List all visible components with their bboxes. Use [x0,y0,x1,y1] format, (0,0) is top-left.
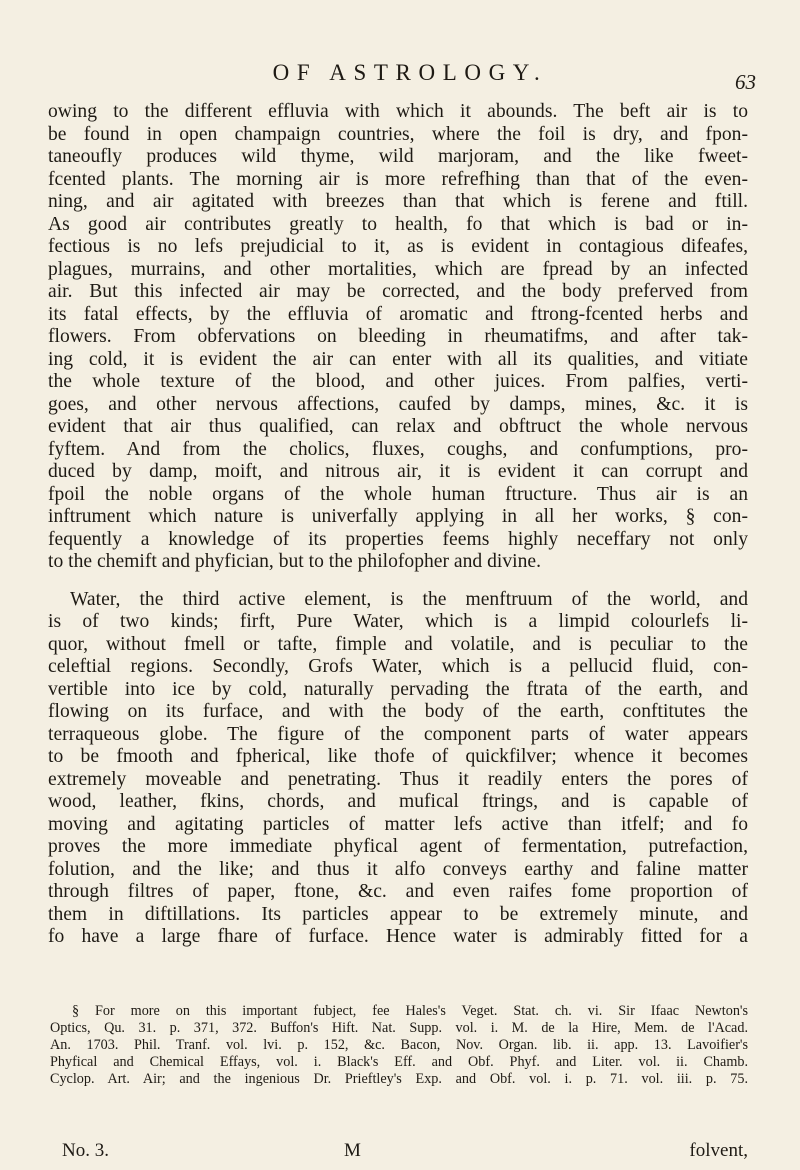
text-line: goes, and other nervous affections, caufed by damps, mines, &c. it is [48,393,748,415]
text-line: be found in open champaign countries, where the foil is dry, and fpon- [48,123,748,145]
text-line: fo have a large fhare of furface. Hence water is admirably fitted for a [48,926,748,947]
text-line: is of two kinds; firft, Pure Water, which is a limpid colourlefs li- [48,611,748,632]
text-line: fectious is no lefs prejudicial to it, as is evident in contagious difeafes, [48,236,748,257]
text-line: fpoil the noble organs of the whole human ftructure. Thus air is an [48,483,748,505]
text-line: evident that air thus qualified, can relax and obftruct the whole nervous [48,416,748,437]
text-line: them in diftillations. Its particles appear to be extremely minute, and [48,903,748,925]
text-line: through filtres of paper, ftone, &c. and even raifes fome proportion of [48,881,748,902]
paragraph-water [48,589,748,949]
body-text [48,101,748,949]
footnote-line: § For more on this important fubject, fee Hales's Veget. Stat. ch. vi. Sir Ifaac Newton's [72,1003,748,1019]
text-line: As good air contributes greatly to health, fo that which is bad or in- [48,213,748,235]
text-line: its fatal effects, by the effluvia of aromatic and ftrong-fcented herbs and [48,303,748,325]
footnote-line: An. 1703. Phil. Tranf. vol. lvi. p. 152, &c. Bacon, Nov. Organ. lib. ii. app. 13. Lavoifier's [50,1036,748,1053]
text-line: Water, the third active element, is the menftruum of the world, and [70,588,748,610]
text-line: the whole texture of the blood, and other juices. From palfies, verti- [48,371,748,392]
text-line: proves the more immediate phyfical agent of fermentation, putrefaction, [48,836,748,857]
text-line: quor, without fmell or tafte, fimple and volatile, and is peculiar to the [48,633,748,655]
signature-letter: M [344,1140,361,1161]
text-line: inftrument which nature is univerfally applying in all her works, § con- [48,506,748,527]
text-line: flowers. From obfervations on bleeding in rheumatifms, and after tak- [48,326,748,347]
text-line: flowing on its furface, and with the body of the earth, conftitutes the [48,701,748,722]
text-line: fyftem. And from the cholics, fluxes, coughs, and confumptions, pro- [48,438,748,460]
text-line: wood, leather, fkins, chords, and mufical ftrings, and is capable of [48,791,748,812]
text-line: moving and agitating particles of matter lefs active than itfelf; and fo [48,813,748,835]
paragraph-air [48,101,748,574]
text-line: fequently a knowledge of its properties feems highly neceffary not only [48,528,748,550]
text-line: ing cold, it is evident the air can enter with all its qualities, and vitiate [48,348,748,370]
text-line: ning, and air agitated with breezes than that which is ferene and ftill. [48,191,748,212]
text-line: air. But this infected air may be corrected, and the body preferved from [48,281,748,302]
text-line: to be fmooth and fpherical, like thofe of quickfilver; whence it becomes [48,746,748,767]
text-line: to the chemift and phyfician, but to the philofopher and divine. [48,551,541,572]
signature-number: No. 3. [62,1140,109,1161]
footnote-line: Phyfical and Chemical Effays, vol. i. Black's Eff. and Obf. Phyf. and Liter. vol. ii. Chamb. [50,1053,748,1070]
text-line: taneoufly produces wild thyme, wild marjoram, and the like fweet- [48,146,748,167]
text-line: vertible into ice by cold, naturally pervading the ftrata of the earth, and [48,678,748,700]
footnote [50,1003,748,1087]
text-line: fcented plants. The morning air is more refrefhing than that of the even- [48,168,748,190]
text-line: terraqueous globe. The figure of the component parts of water appears [48,723,748,745]
text-line: extremely moveable and penetrating. Thus it readily enters the pores of [48,768,748,790]
footnote-line: Optics, Qu. 31. p. 371, 372. Buffon's Hift. Nat. Supp. vol. i. M. de la Hire, Mem. de l'Acad. [50,1019,748,1036]
text-line: plagues, murrains, and other mortalities, which are fpread by an infected [48,258,748,280]
page-footer [62,1140,748,1164]
text-line: folution, and the like; and thus it alfo conveys earthy and faline matter [48,858,748,880]
text-line: celeftial regions. Secondly, Grofs Water, which is a pellucid fluid, con- [48,656,748,677]
paragraph-spacer [48,574,748,589]
text-line: owing to the different effluvia with which it abounds. The beft air is to [48,101,748,122]
footnote-line: Cyclop. Art. Air; and the ingenious Dr. Prieftley's Exp. and Obf. vol. i. p. 71. vol. iii. p. 75. [50,1070,748,1087]
running-head: OF ASTROLOGY. [272,60,548,85]
catchword: folvent, [689,1140,748,1161]
page-number: 63 [735,70,756,94]
text-line: duced by damp, moift, and nitrous air, it is evident it can corrupt and [48,461,748,482]
